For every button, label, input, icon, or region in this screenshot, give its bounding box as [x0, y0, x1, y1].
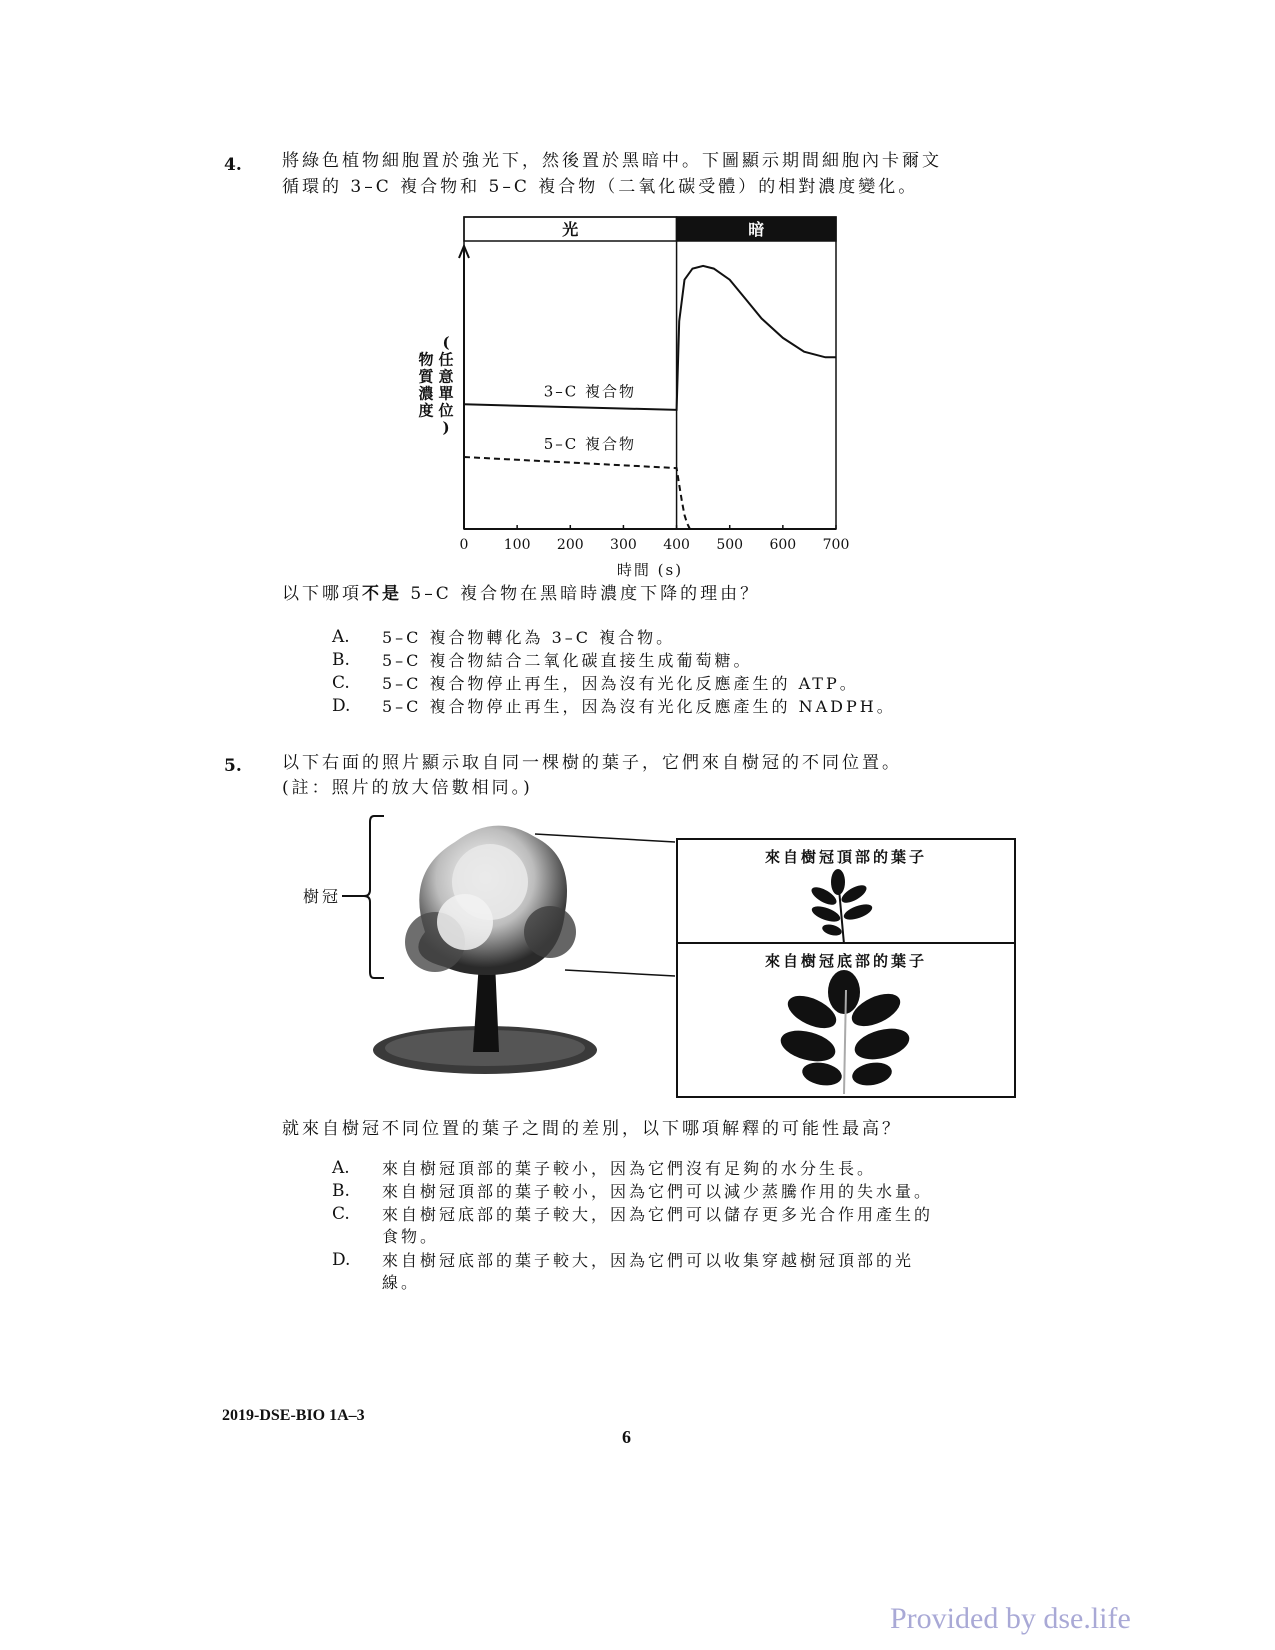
- q4-number: 4.: [224, 155, 242, 175]
- concentration-line-chart: [400, 205, 900, 600]
- chart-axes: [459, 217, 836, 529]
- phase-label-1: 暗: [748, 220, 765, 239]
- q4-option-b-text: 5–C 複合物結合二氧化碳直接生成葡萄糖。: [382, 651, 753, 670]
- x-tick-label-4: 400: [663, 537, 690, 553]
- q4-stem-line2: 循環的 3–C 複合物和 5–C 複合物（二氧化碳受體）的相對濃度變化。: [282, 177, 919, 197]
- q5-option-d-letter[interactable]: D.: [332, 1250, 351, 1270]
- series-label-0: 3–C 複合物: [543, 382, 637, 401]
- large-leaf-icon: [778, 970, 918, 1094]
- leaf-photo-bottom-title: 來自樹冠底部的葉子: [764, 952, 927, 970]
- chart-frame: [464, 217, 836, 529]
- q5-option-a-text: 來自樹冠頂部的葉子較小，因為它們沒有足夠的水分生長。: [382, 1159, 877, 1178]
- q5-option-d-text-line1: 來自樹冠底部的葉子較大，因為它們可以收集穿越樹冠頂部的光: [382, 1251, 915, 1270]
- q5-option-b-letter[interactable]: B.: [332, 1181, 350, 1201]
- q5-option-d-text-line2: 線。: [382, 1273, 421, 1292]
- q4-question: 以下哪項不是 5–C 複合物在黑暗時濃度下降的理由？: [282, 584, 761, 604]
- q4-option-d-letter[interactable]: D.: [332, 696, 351, 716]
- y-axis-label-line2: (任意單位): [438, 333, 454, 437]
- series-line-0: [464, 266, 836, 410]
- series-line-1: [464, 457, 690, 529]
- q4-option-d-text: 5–C 複合物停止再生，因為沒有光化反應產生的 NADPH。: [382, 697, 896, 716]
- phase-label-0: 光: [562, 220, 579, 239]
- series-label-1: 5–C 複合物: [543, 434, 637, 453]
- q5-option-a-letter[interactable]: A.: [332, 1158, 350, 1178]
- leaf-photo-top: [676, 838, 1016, 946]
- leaf-photo-top-title: 來自樹冠頂部的葉子: [764, 848, 927, 866]
- chart-labels: [418, 334, 849, 580]
- q5-option-c-text-line2: 食物。: [382, 1227, 440, 1246]
- q4-option-c-letter[interactable]: C.: [332, 673, 350, 693]
- small-leaf-icon: [798, 868, 888, 944]
- q5-option-b-text: 來自樹冠頂部的葉子較小，因為它們可以減少蒸騰作用的失水量。: [382, 1182, 934, 1201]
- q4-option-b-letter[interactable]: B.: [332, 650, 350, 670]
- x-tick-label-5: 500: [716, 537, 744, 553]
- credit-watermark: Provided by dse.life: [890, 1602, 1131, 1635]
- q5-stem-line1: 以下右面的照片顯示取自同一棵樹的葉子，它們來自樹冠的不同位置。: [282, 753, 902, 773]
- x-tick-label-2: 200: [556, 537, 584, 553]
- tree-illustration: [365, 812, 685, 1082]
- q5-number: 5.: [224, 756, 242, 776]
- q4-stem-line1: 將綠色植物細胞置於強光下，然後置於黑暗中。下圖顯示期間細胞內卡爾文: [282, 151, 942, 171]
- q4-option-a-letter[interactable]: A.: [332, 627, 350, 647]
- page-number: 6: [622, 1427, 631, 1447]
- y-axis-label-line1: 物質濃度: [418, 350, 434, 420]
- x-tick-label-3: 300: [610, 537, 637, 553]
- q5-option-c-text-line1: 來自樹冠底部的葉子較大，因為它們可以儲存更多光合作用產生的: [382, 1205, 934, 1224]
- x-tick-label-7: 700: [822, 537, 850, 553]
- phase-bars: [464, 217, 836, 241]
- x-axis-label: 時間 (s): [616, 561, 684, 579]
- chart-series: [464, 266, 836, 529]
- q5-stem-line2: (註：照片的放大倍數相同。): [282, 778, 533, 798]
- paper-code: 2019-DSE-BIO 1A–3: [222, 1407, 365, 1424]
- q4-question-emphasis: 不是: [362, 584, 402, 604]
- x-tick-label-0: 0: [459, 537, 469, 553]
- x-tick-label-1: 100: [503, 537, 531, 553]
- crown-label: 樹冠: [303, 887, 342, 906]
- q5-question: 就來自樹冠不同位置的葉子之間的差別，以下哪項解釋的可能性最高？: [282, 1119, 902, 1139]
- leaf-photo-bottom: [676, 942, 1016, 1098]
- q5-option-c-letter[interactable]: C.: [332, 1204, 350, 1224]
- x-tick-label-6: 600: [769, 537, 797, 553]
- q4-option-c-text: 5–C 複合物停止再生，因為沒有光化反應產生的 ATP。: [382, 674, 859, 693]
- q4-option-a-text: 5–C 複合物轉化為 3–C 複合物。: [382, 628, 676, 647]
